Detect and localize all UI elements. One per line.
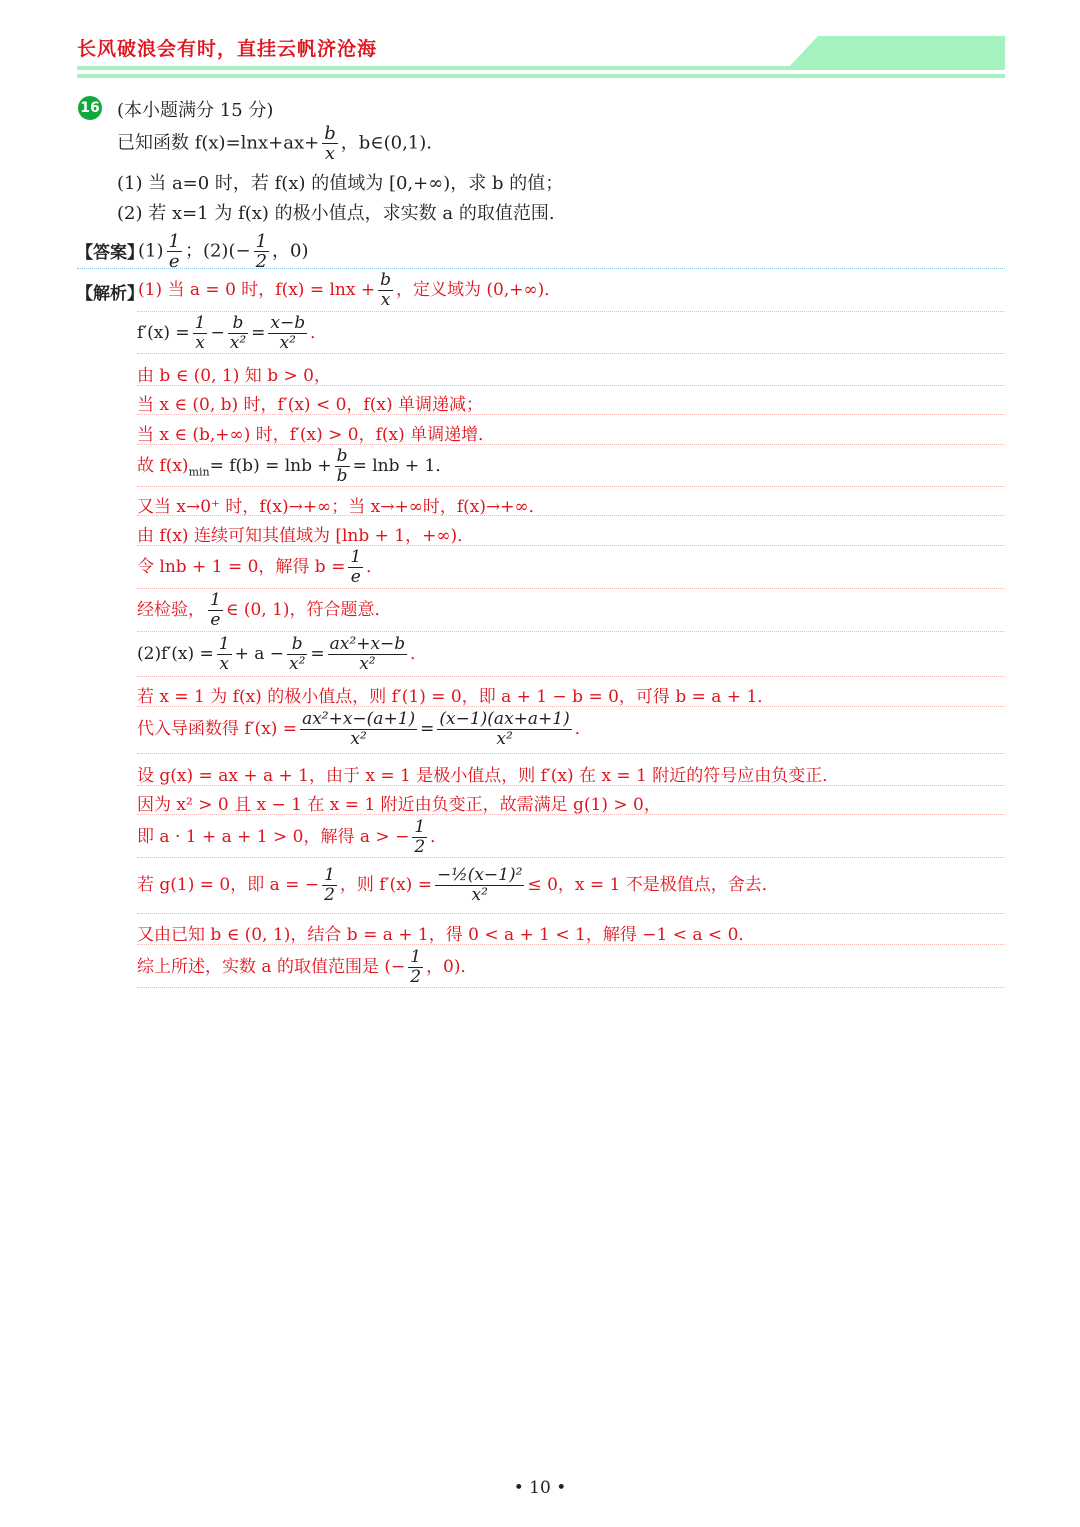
fraction: $\frac{b}{x}$ (324, 123, 336, 164)
solution-line: 综上所述，实数 a 的取值范围是 (− $\frac{1}{2}$ ，0)． (137, 947, 478, 987)
solution-line: 当 x ∈ (b,+∞) 时，f′(x) > 0，f(x) 单调递增． (137, 425, 496, 445)
separator (137, 444, 1005, 445)
fraction: $\frac{\text{−½(x−1)²}}{\text{x²}}$ (436, 865, 523, 905)
separator (137, 676, 1005, 677)
solution-line: 故 $f(x)_{min}= f(b) = \ln b$ + $\frac{b}{b}$ = lnb + 1． (137, 446, 453, 486)
separator (137, 353, 1005, 354)
stem-prefix: 已知函数 f(x)=lnx+ax+ (117, 132, 320, 154)
fraction: $\frac{b}{\text{x²}}$ (289, 634, 306, 674)
separator (137, 944, 1005, 945)
question-part2: (2) 若 x=1 为 f(x) 的极小值点，求实数 a 的取值范围. (117, 203, 555, 224)
separator (137, 814, 1005, 815)
fraction: $\frac{1}{x}$ (194, 313, 206, 353)
fraction: $\frac{1}{2}$ (255, 231, 268, 272)
fraction: $\frac{1}{2}$ (410, 947, 422, 987)
solution-line: 设 g(x) = ax + a + 1，由于 x = 1 是极小值点，则 f′(x) 在 x = 1 附近的符号应由负变正． (137, 766, 840, 786)
separator (137, 545, 1005, 546)
solution-line: 因为 x² > 0 且 x − 1 在 x = 1 附近由负变正，故需满足 g(1) > 0， (137, 795, 661, 815)
header-tab (788, 36, 1005, 68)
solution-line: 若 g(1) = 0，即 a = − $\frac{1}{2}$ ，则 f′(x) = $\frac{\text{−½(x−1)²}}{\text{x²}}$ ≤ 0，x = 1 不是极值点，舍去． (137, 865, 779, 905)
separator (137, 913, 1005, 914)
separator (137, 706, 1005, 707)
fraction: $\frac{\text{ax²+x−(a+1)}}{\text{x²}}$ (302, 709, 416, 749)
fraction: $\frac{b}{\text{x²}}$ (229, 313, 247, 353)
question-number: 16 (78, 96, 102, 120)
solution-line: 由 b ∈ (0, 1) 知 b > 0， (137, 366, 331, 386)
fraction: $\frac{1}{e}$ (210, 590, 221, 630)
solution-label: 【解析】 (76, 284, 144, 304)
question-part1: (1) 当 a=0 时，若 f(x) 的值域为 [0,+∞)，求 b 的值； (117, 173, 564, 194)
solution-line: 令 lnb + 1 = 0，解得 b = $\frac{1}{e}$ ． (137, 547, 384, 587)
fraction: $\frac{1}{e}$ (350, 547, 362, 587)
solution-line: 若 x = 1 为 f(x) 的极小值点，则 f′(1) = 0，即 a + 1 − b = 0，可得 b = a + 1． (137, 687, 775, 707)
separator (137, 385, 1005, 386)
separator (137, 486, 1005, 487)
separator (137, 987, 1005, 988)
fraction: $\frac{1}{x}$ (218, 634, 230, 674)
header-rule (77, 66, 1005, 70)
solution-line: (1) 当 a = 0 时，f(x) = lnx + $\frac{b}{x}$ ，定义域为 (0,+∞)． (138, 270, 562, 310)
page-number: • 10 • (513, 1478, 567, 1498)
separator (137, 588, 1005, 589)
fraction: $\frac{(x-1)(ax+a+1)}{\text{x²}}$ (439, 709, 570, 749)
solution-line: 即 a · 1 + a + 1 > 0，解得 a > − $\frac{1}{2}$ ． (137, 817, 448, 857)
answer-divider (77, 268, 1005, 269)
separator (137, 631, 1005, 632)
fraction: $\frac{1}{e}$ (168, 231, 180, 272)
question-score: (本小题满分 15 分) (117, 100, 274, 121)
header-slogan: 长风破浪会有时，直挂云帆济沧海 (77, 38, 378, 60)
answer-text: (1) $\frac{1}{e}$ ；(2)(− $\frac{1}{2}$ ，0) (138, 231, 309, 272)
fraction: $\frac{1}{2}$ (414, 817, 426, 857)
separator (137, 414, 1005, 415)
solution-line: 经检验， $\frac{1}{e}$ ∈ (0, 1)，符合题意． (137, 590, 392, 630)
fraction: $\frac{b}{b}$ (336, 446, 348, 486)
fraction: $\frac{\text{ax²+x−b}}{\text{x²}}$ (329, 634, 406, 674)
solution-line: 又当 x→0⁺ 时，f(x)→+∞；当 x→+∞时，f(x)→+∞． (137, 497, 546, 517)
fraction: $\frac{1}{2}$ (324, 865, 335, 905)
answer-label: 【答案】 (76, 243, 144, 263)
separator (137, 753, 1005, 754)
header-rule (77, 74, 1005, 78)
solution-line: (2)f′(x) = $\frac{1}{x}$ + a − $\frac{b}{\text{x²}}$ = $\frac{\text{ax²+x−b}}{\text{x²}}$ ． (137, 634, 428, 674)
separator (137, 785, 1005, 786)
solution-line: 又由已知 b ∈ (0, 1)，结合 b = a + 1，得 0 < a + 1 < 1，解得 −1 < a < 0． (137, 925, 756, 945)
solution-line: 当 x ∈ (0, b) 时，f′(x) < 0，f(x) 单调递减； (137, 395, 483, 415)
solution-line: f′(x) = $\frac{1}{x}$ − $\frac{b}{\text{x²}}$ = $\frac{x-b}{\text{x²}}$ ． (137, 313, 328, 353)
separator (137, 311, 1005, 312)
question-stem (117, 124, 432, 163)
solution-line: 代入导函数得 f′(x) = $\frac{\text{ax²+x−(a+1)}}{\text{x²}}$ = $\frac{(x-1)(ax+a+1)}{\text{x²}}$ ． (137, 709, 592, 749)
separator (137, 857, 1005, 858)
stem-suffix: ，b∈(0,1). (340, 132, 432, 154)
fraction: $\frac{x-b}{\text{x²}}$ (270, 313, 306, 353)
fraction: $\frac{b}{x}$ (380, 270, 392, 310)
separator (137, 515, 1005, 516)
solution-line: 由 f(x) 连续可知其值域为 [lnb + 1，+∞)． (137, 526, 475, 546)
